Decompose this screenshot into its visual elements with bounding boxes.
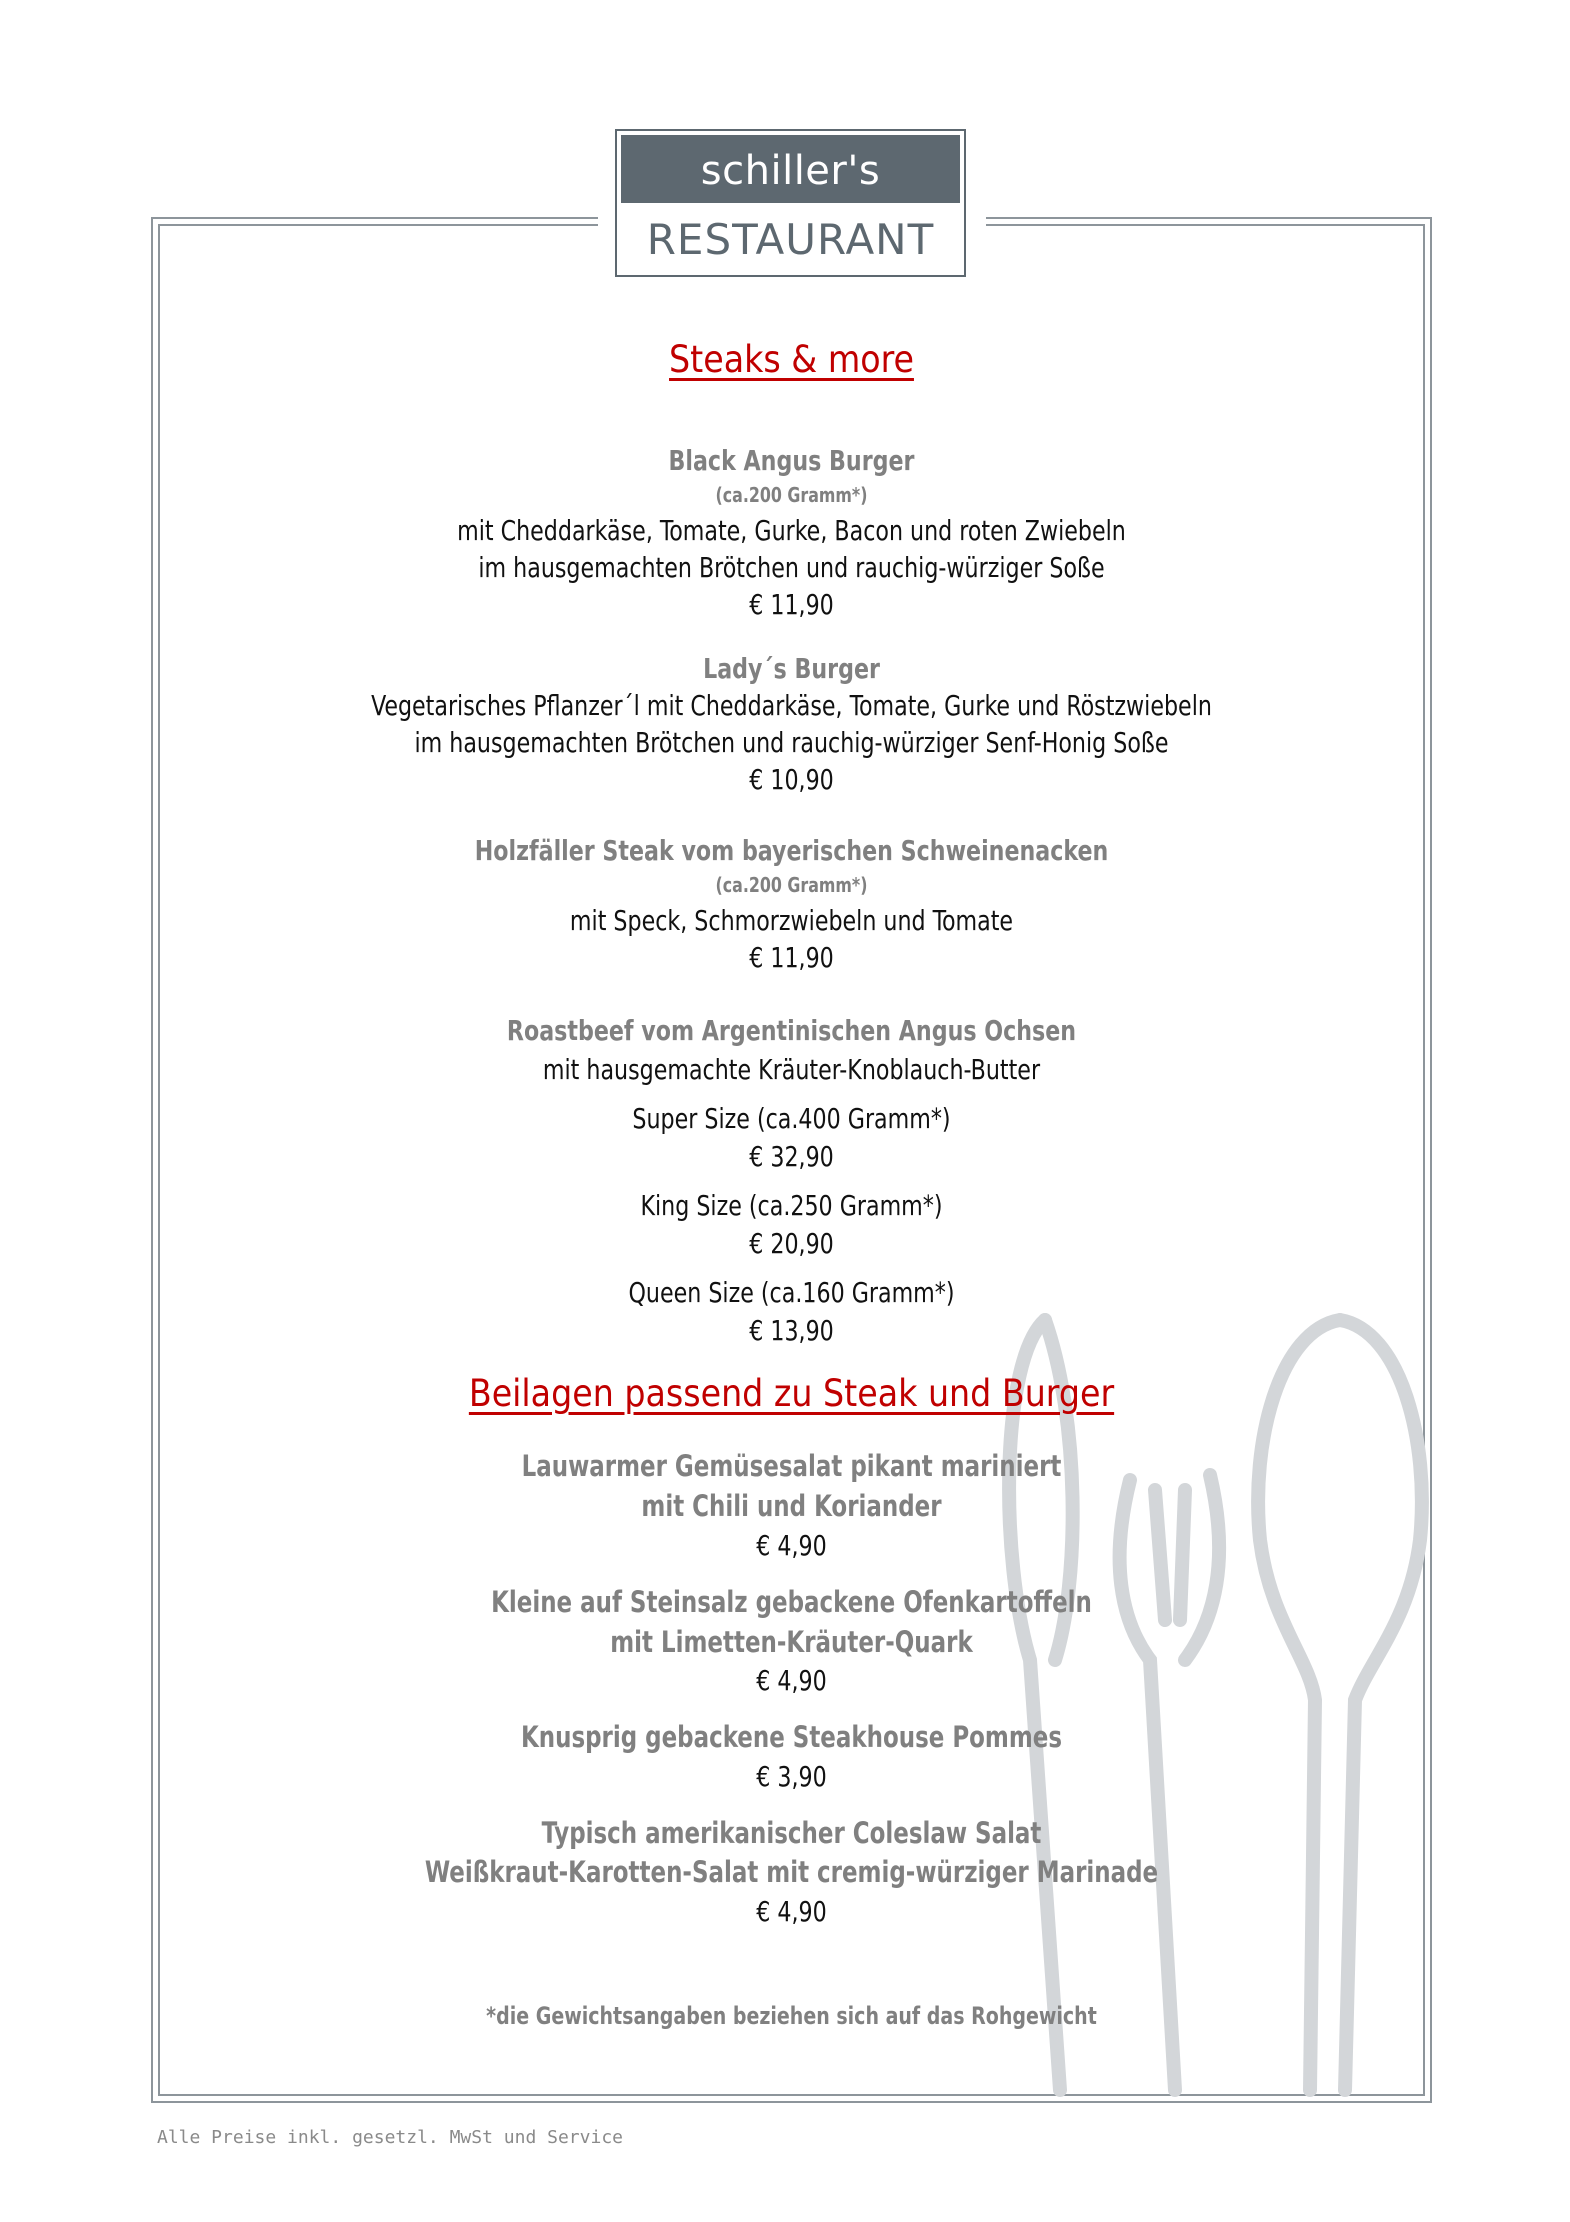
side-name: Typisch amerikanischer Coleslaw Salat [541,1816,1042,1850]
item-weight: (ca.200 Gramm*) [715,483,868,507]
item-description: mit Cheddarkäse, Tomate, Gurke, Bacon und roten Zwiebeln [457,514,1126,547]
item-description: im hausgemachten Brötchen und rauchig-würziger Senf-Honig Soße [414,726,1169,759]
item-price: € 3,90 [756,1760,827,1793]
weight-footnote: *die Gewichtsangaben beziehen sich auf das Rohgewicht [486,2002,1097,2030]
item-price: € 11,90 [749,941,834,974]
size-price: € 32,90 [749,1140,834,1173]
item-weight: (ca.200 Gramm*) [715,873,868,897]
item-name: Lady´s Burger [703,652,880,685]
logo-line-1: schiller's [621,135,960,203]
side-name: Knusprig gebackene Steakhouse Pommes [520,1720,1063,1754]
item-name: Black Angus Burger [668,444,915,477]
item-price: € 11,90 [749,588,834,621]
side-name: Weißkraut-Karotten-Salat mit cremig-würziger Marinade [424,1855,1159,1889]
side-name: mit Limetten-Kräuter-Quark [610,1625,973,1659]
cutlery-watermark-icon [960,1300,1440,2100]
price-footer: Alle Preise inkl. gesetzl. MwSt und Service [157,2127,623,2148]
item-description: Vegetarisches Pflanzer´l mit Cheddarkäse, Tomate, Gurke und Röstzwiebeln [371,689,1212,722]
item-description: mit Speck, Schmorzwiebeln und Tomate [569,904,1014,937]
section-title-sides: Beilagen passend zu Steak und Burger [468,1372,1115,1415]
side-name: mit Chili und Koriander [641,1489,942,1523]
size-option: Super Size (ca.400 Gramm*) [632,1102,951,1135]
item-price: € 4,90 [756,1895,827,1928]
size-option: Queen Size (ca.160 Gramm*) [628,1276,955,1309]
item-name: Roastbeef vom Argentinischen Angus Ochsen [506,1014,1077,1047]
side-name: Lauwarmer Gemüsesalat pikant mariniert [521,1449,1062,1483]
item-description: im hausgemachten Brötchen und rauchig-würziger Soße [478,551,1105,584]
item-description: mit hausgemachte Kräuter-Knoblauch-Butter [542,1053,1041,1086]
size-option: King Size (ca.250 Gramm*) [640,1189,943,1222]
side-name: Kleine auf Steinsalz gebackene Ofenkartoffeln [491,1585,1092,1619]
restaurant-logo [615,129,966,277]
size-price: € 20,90 [749,1227,834,1260]
logo-line-2: RESTAURANT [646,215,935,264]
item-price: € 4,90 [756,1529,827,1562]
item-name: Holzfäller Steak vom bayerischen Schweinenacken [474,834,1109,867]
item-price: € 10,90 [749,763,834,796]
item-price: € 4,90 [756,1664,827,1697]
size-price: € 13,90 [749,1314,834,1347]
section-title-steaks: Steaks & more [669,338,914,381]
